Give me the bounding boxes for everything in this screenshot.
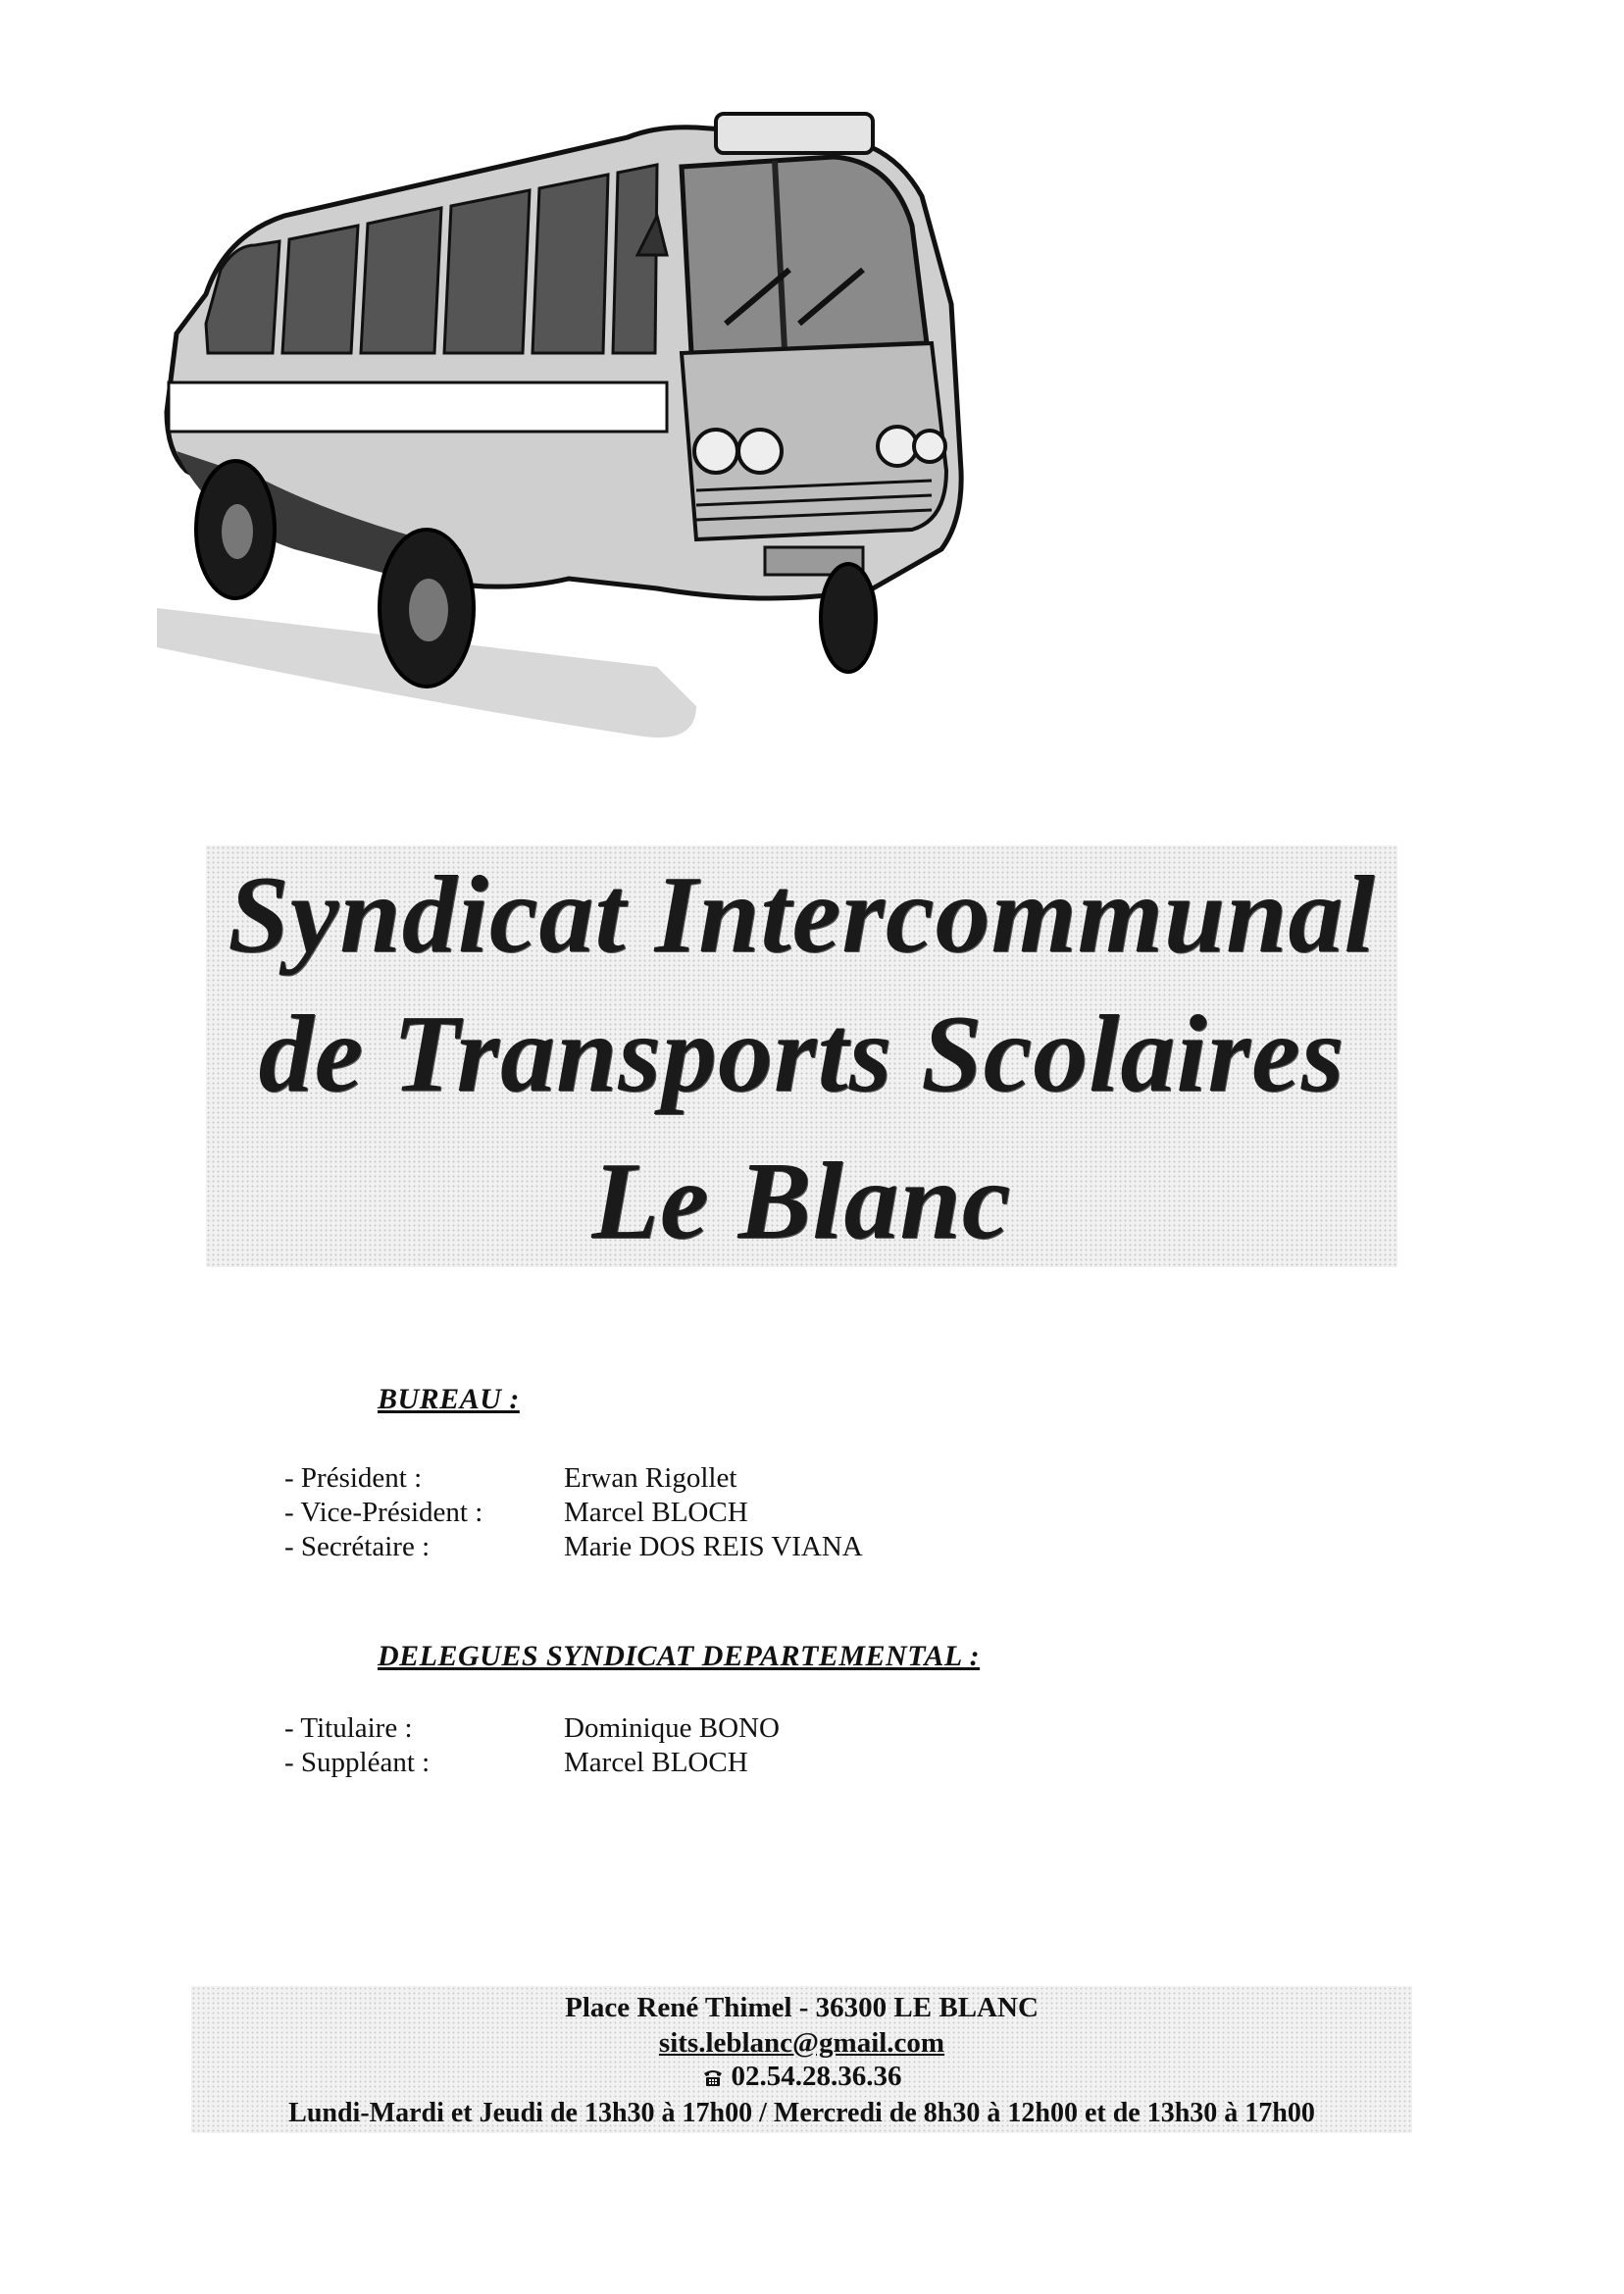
member-role: - Président : [284, 1462, 423, 1494]
member-name: Marcel BLOCH [564, 1497, 748, 1528]
footer-email-link[interactable]: sits.leblanc@gmail.com [658, 2027, 945, 2059]
member-role: - Secrétaire : [284, 1531, 431, 1562]
delegue-member [284, 1746, 1069, 1779]
bureau-heading: BUREAU : [378, 1383, 520, 1415]
member-role: - Suppléant : [284, 1747, 431, 1778]
member-name: Dominique BONO [564, 1712, 780, 1744]
footer-email-line [191, 2026, 1412, 2060]
footer-hours: Lundi-Mardi et Jeudi de 13h30 à 17h00 / Mercredi de 8h30 à 12h00 et de 13h30 à 17h00 [288, 2098, 1315, 2128]
title-line-1: Syndicat Intercommunal [228, 854, 1376, 976]
member-name: Marcel BLOCH [564, 1747, 748, 1778]
member-name: Marie DOS REIS VIANA [564, 1531, 863, 1562]
bus-illustration [147, 59, 1010, 745]
title-line-3: Le Blanc [591, 1141, 1012, 1262]
delegue-member [284, 1711, 1069, 1745]
member-role: - Titulaire : [284, 1712, 413, 1744]
footer-phone: 02.54.28.36.36 [731, 2061, 902, 2092]
footer-phone-line [191, 2060, 1412, 2093]
footer-address: Place René Thimel - 36300 LE BLANC [565, 1992, 1039, 2023]
title-line-2: de Transports Scolaires [258, 994, 1345, 1115]
member-name: Erwan Rigollet [564, 1462, 737, 1494]
telephone-icon [702, 2067, 724, 2087]
bureau-member [284, 1496, 1069, 1529]
bureau-member [284, 1461, 1069, 1495]
bureau-member [284, 1530, 1069, 1563]
member-role: - Vice-Président : [284, 1497, 483, 1528]
delegues-heading: DELEGUES SYNDICAT DEPARTEMENTAL : [378, 1640, 981, 1672]
